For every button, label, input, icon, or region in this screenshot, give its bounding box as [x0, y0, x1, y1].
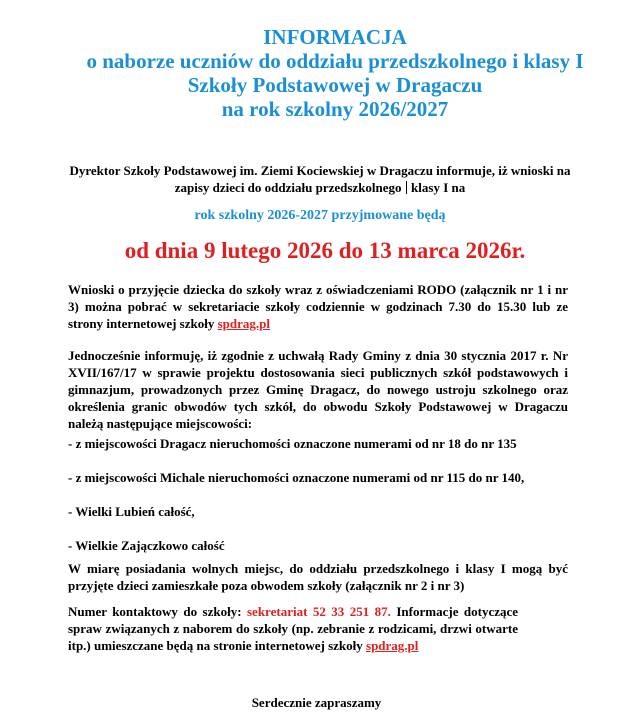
- school-website-link[interactable]: spdrag.pl: [217, 316, 270, 331]
- application-paragraph: [68, 281, 568, 332]
- document-heading: [40, 25, 630, 121]
- locality-item: - Wielki Lubień całość,: [68, 504, 195, 519]
- intro-text-1: Dyrektor Szkoły Podstawowej im. Ziemi Kociewskiej w Dragaczu informuje, iż wnioski na zapisy dzieci do oddziału przedszkolnego: [69, 163, 571, 195]
- locality-item: - z miejscowości Dragacz nieruchomości oznaczone numerami od nr 18 do nr 135: [68, 436, 517, 451]
- heading-line-2: o naborze uczniów do oddziału przedszkolnego i klasy I: [86, 49, 584, 73]
- locality-item: - Wielkie Zajączkowo całość: [68, 538, 225, 553]
- intro-text-2: klasy I na: [411, 180, 466, 195]
- text-cursor: [406, 181, 407, 194]
- application-text: Wnioski o przyjęcie dziecka do szkoły wraz z oświadczeniami RODO (załącznik nr 1 i nr 3) można pobrać w sekretariacie szkoły codziennie w godzinach 7.30 do 15.30 lub ze strony internetowej szkoły: [68, 282, 568, 331]
- school-year-subtitle: rok szkolny 2026-2027 przyjmowane będą: [194, 208, 446, 223]
- locality-item: - z miejscowości Michale nieruchomości oznaczone numerami od nr 115 do nr 140,: [68, 470, 525, 485]
- heading-title: INFORMACJA: [263, 25, 407, 49]
- outside-district-paragraph: W miarę posiadania wolnych miejsc, do oddziału przedszkolnego i klasy I mogą być przyjęte dzieci zamieszkałe poza obwodem szkoły (załącznik nr 2 i nr 3): [68, 561, 568, 593]
- heading-line-3: Szkoły Podstawowej w Dragaczu: [187, 73, 483, 97]
- closing-text: Serdecznie zapraszamy: [251, 695, 382, 710]
- heading-line-4: na rok szkolny 2026/2027: [221, 97, 449, 121]
- contact-paragraph: [68, 603, 518, 654]
- intro-paragraph: [60, 162, 580, 196]
- contact-info-text: Informacje dotyczące spraw związanych z naborem do szkoły (np. zebranie z rodzicami, drzwi otwarte itp.) umieszczane będą na stronie internetowej szkoły: [68, 604, 519, 653]
- enrollment-dates: od dnia 9 lutego 2026 do 13 marca 2026r.: [124, 238, 526, 263]
- secretariat-phone: sekretariat 52 33 251 87.: [247, 604, 391, 619]
- contact-label: Numer kontaktowy do szkoły:: [68, 604, 242, 619]
- school-website-link[interactable]: spdrag.pl: [366, 638, 419, 653]
- district-paragraph: Jednocześnie informuję, iż zgodnie z uchwałą Rady Gminy z dnia 30 stycznia 2017 r. Nr XVII/167/17 w sprawie projektu dostosowania sieci publicznych szkół podstawowych i gimnazjum, prowadzonych przez Gminę Dragacz, do nowego ustroju szkolnego oraz określenia granic obwodów tych szkół, do obwodu Szkoły Podstawowej w Dragaczu należą następujące miejscowości:: [68, 348, 568, 431]
